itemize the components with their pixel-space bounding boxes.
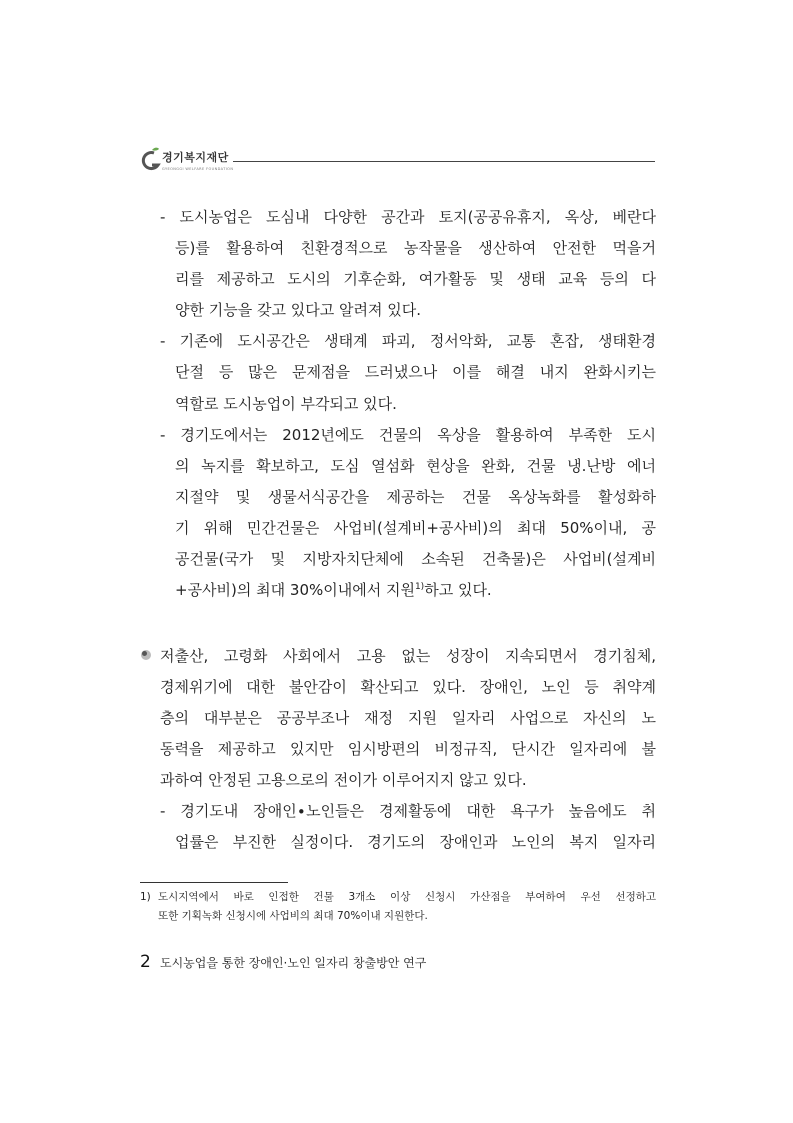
text-line: - 경기도내 장애인∙노인들은 경제활동에 대한 욕구가 높음에도 취: [160, 802, 656, 820]
text-line: 층의 대부분은 공공부조나 재정 지원 일자리 사업으로 자신의 노: [160, 709, 656, 727]
text-line: 지절약 및 생물서식공간을 제공하는 건물 옥상녹화를 활성화하: [175, 488, 656, 506]
text-line: 의 녹지를 확보하고, 도심 열섬화 현상을 완화, 건물 냉.난방 에너: [175, 457, 656, 475]
text-segment: 하고 있다.: [424, 581, 492, 599]
text-line: 공건물(국가 및 지방자치단체에 소속된 건축물)은 사업비(설계비: [175, 550, 656, 568]
org-subtitle: GYEONGGI WELFARE FOUNDATION: [162, 167, 234, 171]
text-line: 경제위기에 대한 불안감이 확산되고 있다. 장애인, 노인 등 취약계: [160, 678, 656, 696]
text-line: - 기존에 도시공간은 생태계 파괴, 정서악화, 교통 혼잡, 생태환경: [160, 332, 656, 350]
text-line: 리를 제공하고 도시의 기후순화, 여가활동 및 생태 교육 등의 다: [175, 270, 656, 288]
text-segment: +공사비)의 최대 30%이내에서 지원: [175, 581, 415, 599]
text-line: 업률은 부진한 실정이다. 경기도의 장애인과 노인의 복지 일자리: [175, 833, 656, 851]
text-line: 과하여 안정된 고용으로의 전이가 이루어지지 않고 있다.: [160, 771, 527, 789]
page-header: [140, 147, 655, 177]
footnote-rule: [140, 882, 288, 883]
bullet-icon: [140, 649, 152, 661]
text-line: 단절 등 많은 문제점을 드러냈으나 이를 해결 내지 완화시키는: [175, 363, 656, 381]
text-line: 저출산, 고령화 사회에서 고용 없는 성장이 지속되면서 경기침체,: [160, 647, 656, 665]
header-rule: [233, 161, 655, 162]
text-line: 등)를 활용하여 친환경적으로 농작물을 생산하여 안전한 먹을거: [175, 239, 656, 257]
text-line: 양한 기능을 갖고 있다고 알려져 있다.: [175, 301, 421, 319]
text-line: 동력을 제공하고 있지만 임시방편의 비정규직, 단시간 일자리에 불: [160, 740, 656, 758]
foundation-logo-icon: [140, 147, 162, 175]
footnote-reference[interactable]: 1): [414, 582, 425, 592]
text-line: 역할로 도시농업이 부각되고 있다.: [175, 395, 397, 413]
text-line-with-footnote: [175, 580, 656, 600]
footnote-text: 또한 기획녹화 신청시에 사업비의 최대 70%이내 지원한다.: [158, 910, 428, 922]
footnote-marker: 1): [140, 891, 151, 903]
text-line: - 도시농업은 도심내 다양한 공간과 토지(공공유휴지, 옥상, 베란다: [160, 208, 656, 226]
running-title: 도시농업을 통한 장애인·노인 일자리 창출방안 연구: [160, 956, 427, 970]
org-name: 경기복지재단: [162, 151, 229, 164]
footnote-text: 도시지역에서 바로 인접한 건물 3개소 이상 신청시 가산점을 부여하여 우선 선정하고: [158, 891, 656, 903]
text-line: - 경기도에서는 2012년에도 건물의 옥상을 활용하여 부족한 도시: [160, 426, 656, 444]
page-number: 2: [140, 952, 151, 972]
text-line: 기 위해 민간건물은 사업비(설계비+공사비)의 최대 50%이내, 공: [175, 519, 656, 537]
